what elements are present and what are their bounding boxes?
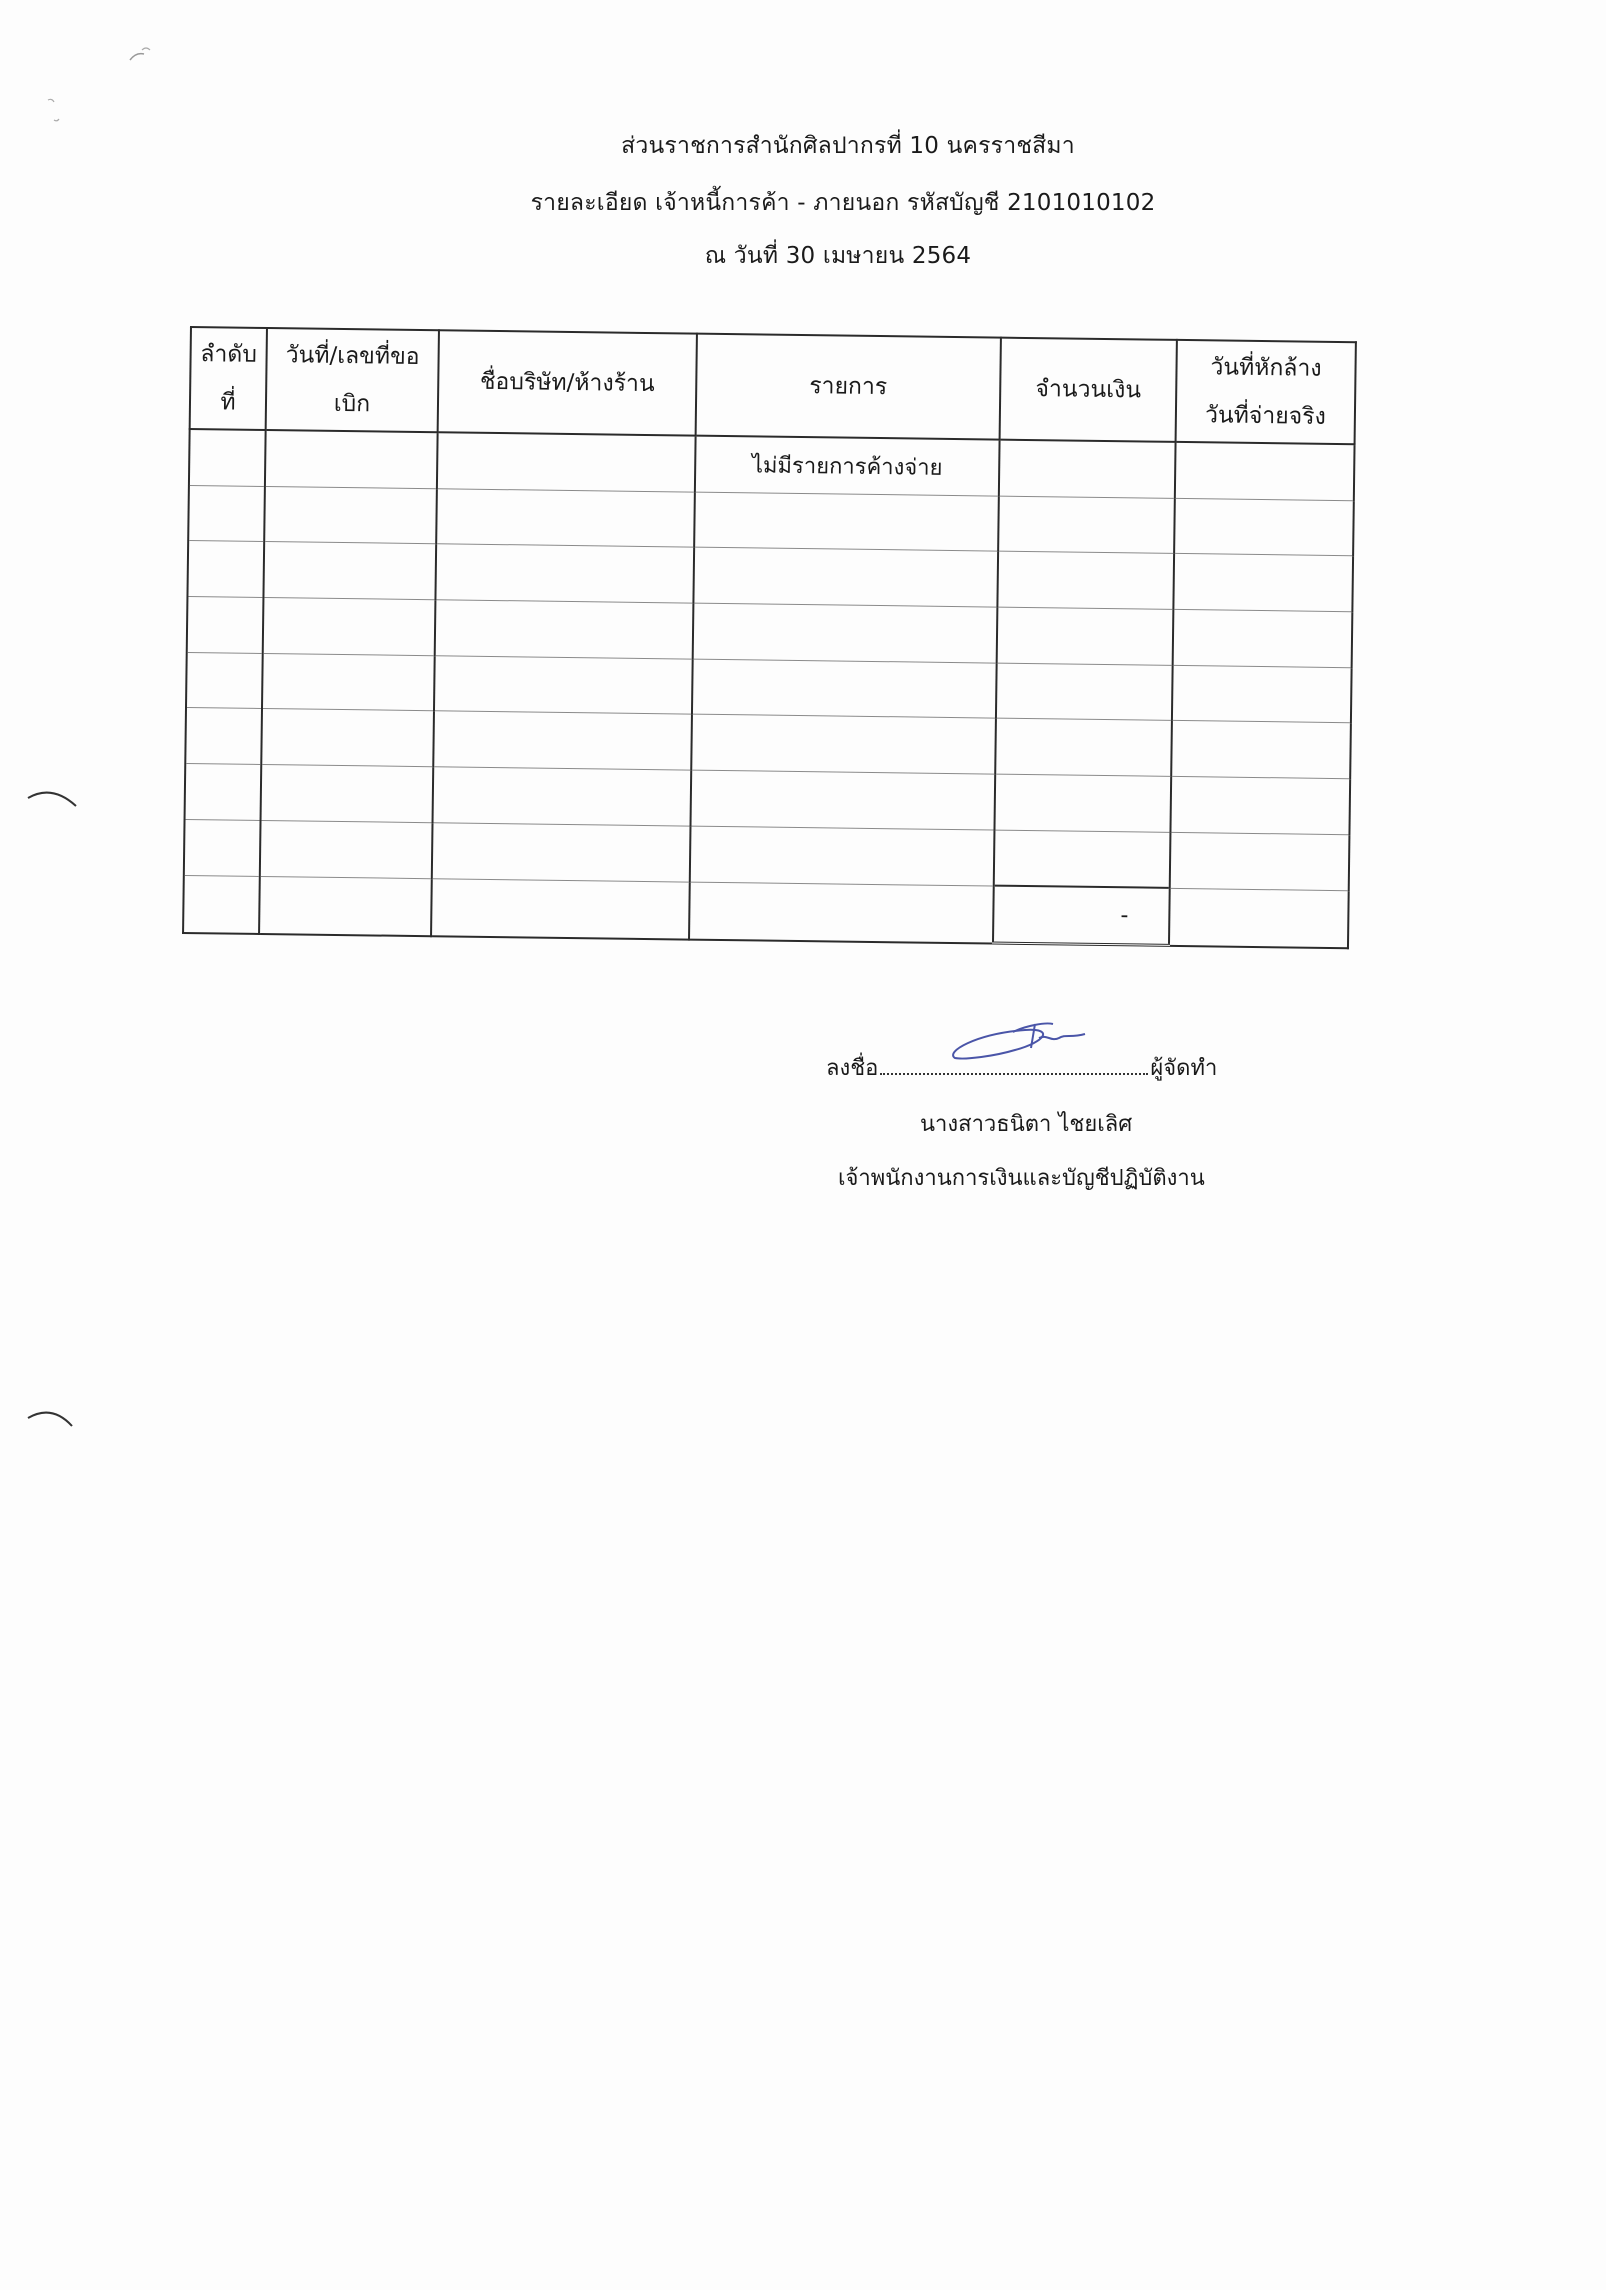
column-header-amount: จำนวนเงิน (1000, 338, 1177, 442)
payables-table (182, 326, 1355, 949)
column-header-company: ชื่อบริษัท/ห้างร้าน (438, 330, 697, 435)
signature-label: ลงชื่อ (826, 1056, 879, 1081)
punch-hole-mark-icon (22, 1400, 92, 1440)
report-org-title: ส่วนราชการสำนักศิลปากรที่ 10 นครราชสีมา (621, 133, 1075, 159)
report-date: ณ วันที่ 30 เมษายน 2564 (704, 243, 972, 269)
no-items-text: ไม่มีรายการค้างจ่าย (695, 436, 1000, 496)
signer-name: นางสาวธนิตา ไชยเลิศ (920, 1112, 1133, 1137)
column-header-seq: ลำดับ ที่ (190, 327, 267, 430)
preparer-label: ผู้จัดทำ (1150, 1056, 1218, 1081)
signer-title: เจ้าพนักงานการเงินและบัญชีปฏิบัติงาน (838, 1166, 1205, 1191)
report-subtitle: รายละเอียด เจ้าหนี้การค้า - ภายนอก รหัสบัญชี 2101010102 (530, 190, 1156, 216)
signature-line (826, 1050, 1217, 1085)
column-header-clear-date: วันที่หักล้าง วันที่จ่ายจริง (1176, 340, 1356, 444)
total-amount: - (993, 886, 1170, 946)
column-header-item: รายการ (696, 334, 1001, 440)
punch-hole-mark-icon (22, 780, 92, 820)
signature-dots (880, 1073, 1148, 1075)
scan-mark-icon (30, 20, 170, 130)
column-header-date: วันที่/เลขที่ขอ เบิก (266, 328, 439, 432)
table-header-row (190, 327, 1356, 444)
